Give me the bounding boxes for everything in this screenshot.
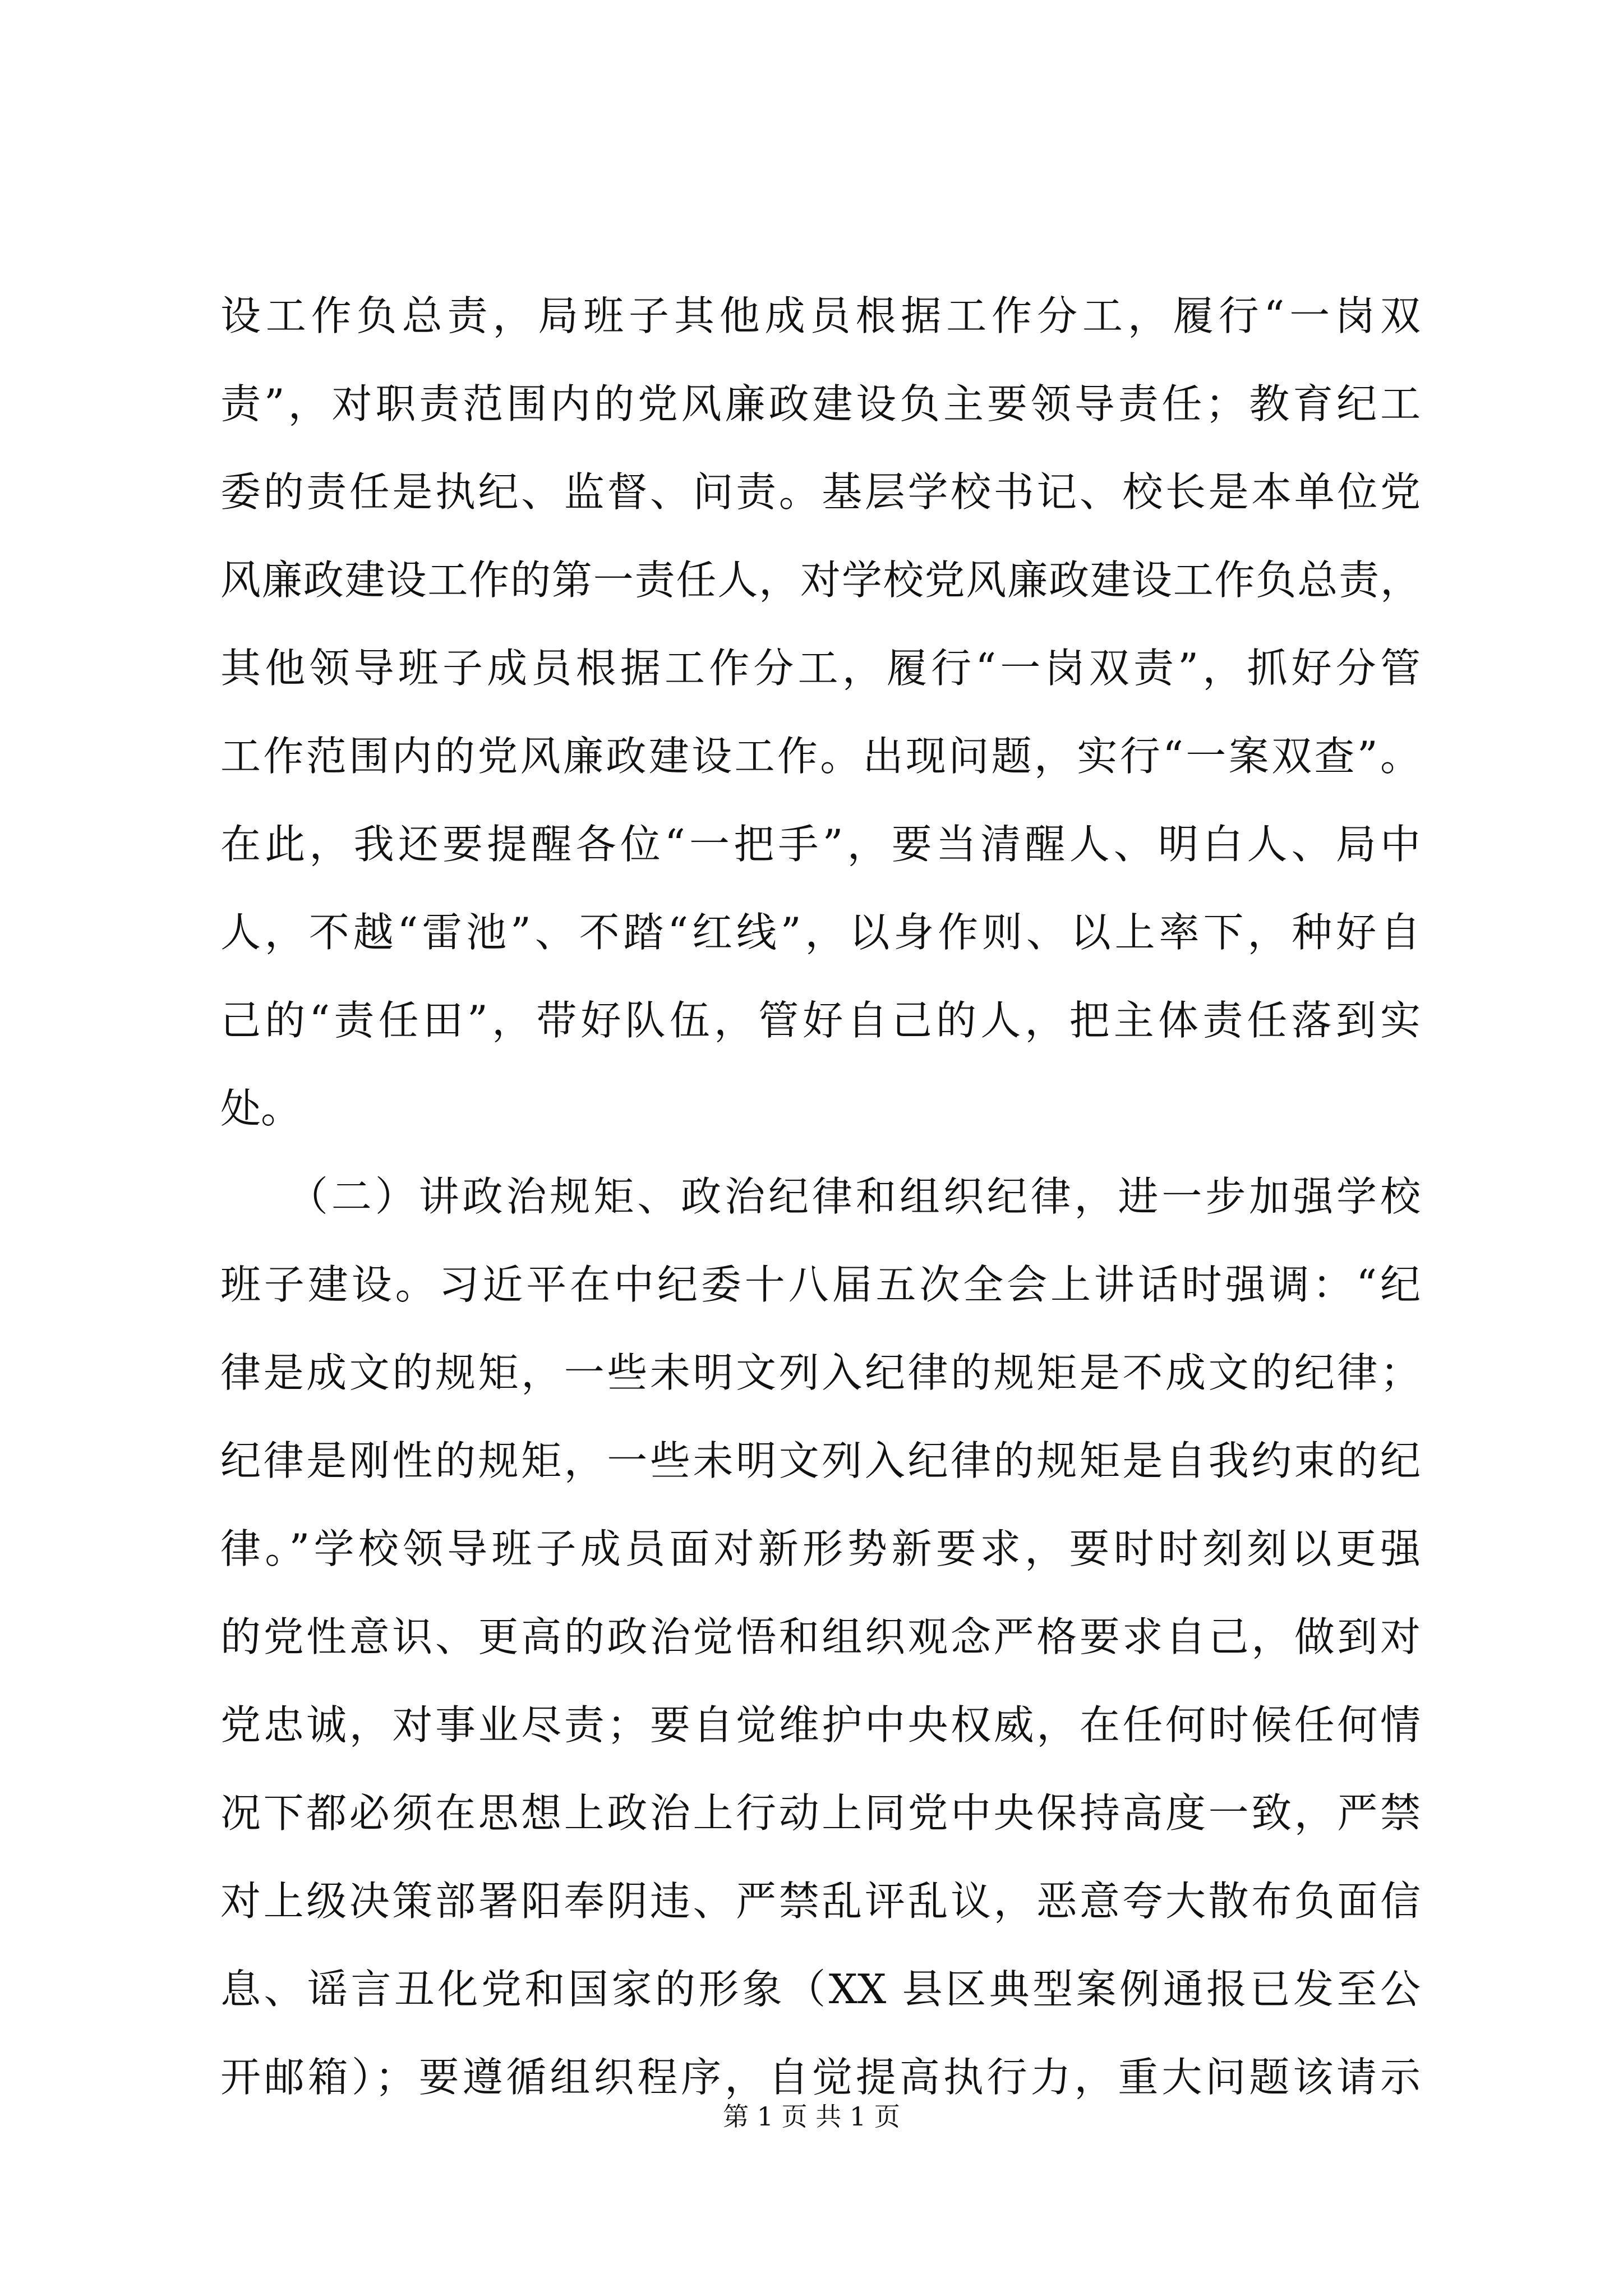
text-line: 律是成文的规矩，一些未明文列入纪律的规矩是不成文的纪律； xyxy=(220,1349,1421,1396)
text-line: 责”，对职责范围内的党风廉政建设负主要领导责任；教育纪工 xyxy=(220,380,1421,427)
text-line: 设工作负总责，局班子其他成员根据工作分工，履行“一岗双 xyxy=(220,292,1421,339)
text-line: 息、谣言丑化党和国家的形象（XX 县区典型案例通报已发至公 xyxy=(220,1966,1421,2013)
text-line: 况下都必须在思想上政治上行动上同党中央保持高度一致，严禁 xyxy=(220,1789,1421,1837)
document-body xyxy=(220,272,1421,2122)
text-line: 对上级决策部署阳奉阴违、严禁乱评乱议，恶意夸大散布负面信 xyxy=(220,1878,1421,1925)
text-line: 己的“责任田”，带好队伍，管好自己的人，把主体责任落到实 xyxy=(220,997,1421,1044)
text-line: 人，不越“雷池”、不踏“红线”，以身作则、以上率下，种好自 xyxy=(220,909,1421,956)
text-line: 纪律是刚性的规矩，一些未明文列入纪律的规矩是自我约束的纪 xyxy=(220,1437,1421,1484)
text-line: 班子建设。习近平在中纪委十八届五次全会上讲话时强调：“纪 xyxy=(220,1261,1421,1308)
text-line: 风廉政建设工作的第一责任人，对学校党风廉政建设工作负总责， xyxy=(220,556,1421,604)
text-line: 其他领导班子成员根据工作分工，履行“一岗双责”，抓好分管 xyxy=(220,645,1421,692)
text-line: 工作范围内的党风廉政建设工作。出现问题，实行“一案双查”。 xyxy=(220,733,1421,780)
text-line: 党忠诚，对事业尽责；要自觉维护中央权威，在任何时候任何情 xyxy=(220,1701,1421,1749)
text-line: 委的责任是执纪、监督、问责。基层学校书记、校长是本单位党 xyxy=(220,468,1421,516)
text-line: 在此，我还要提醒各位“一把手”，要当清醒人、明白人、局中 xyxy=(220,821,1421,868)
text-line: 处。 xyxy=(220,1085,302,1132)
text-line: 的党性意识、更高的政治觉悟和组织观念严格要求自己，做到对 xyxy=(220,1613,1421,1660)
text-line: （二）讲政治规矩、政治纪律和组织纪律，进一步加强学校 xyxy=(220,1173,1421,1220)
text-line: 开邮箱）；要遵循组织程序，自觉提高执行力，重大问题该请示 xyxy=(220,2054,1421,2101)
page-footer: 第 1 页 共 1 页 xyxy=(723,2101,900,2132)
text-line: 律。”学校领导班子成员面对新形势新要求，要时时刻刻以更强 xyxy=(220,1525,1421,1572)
